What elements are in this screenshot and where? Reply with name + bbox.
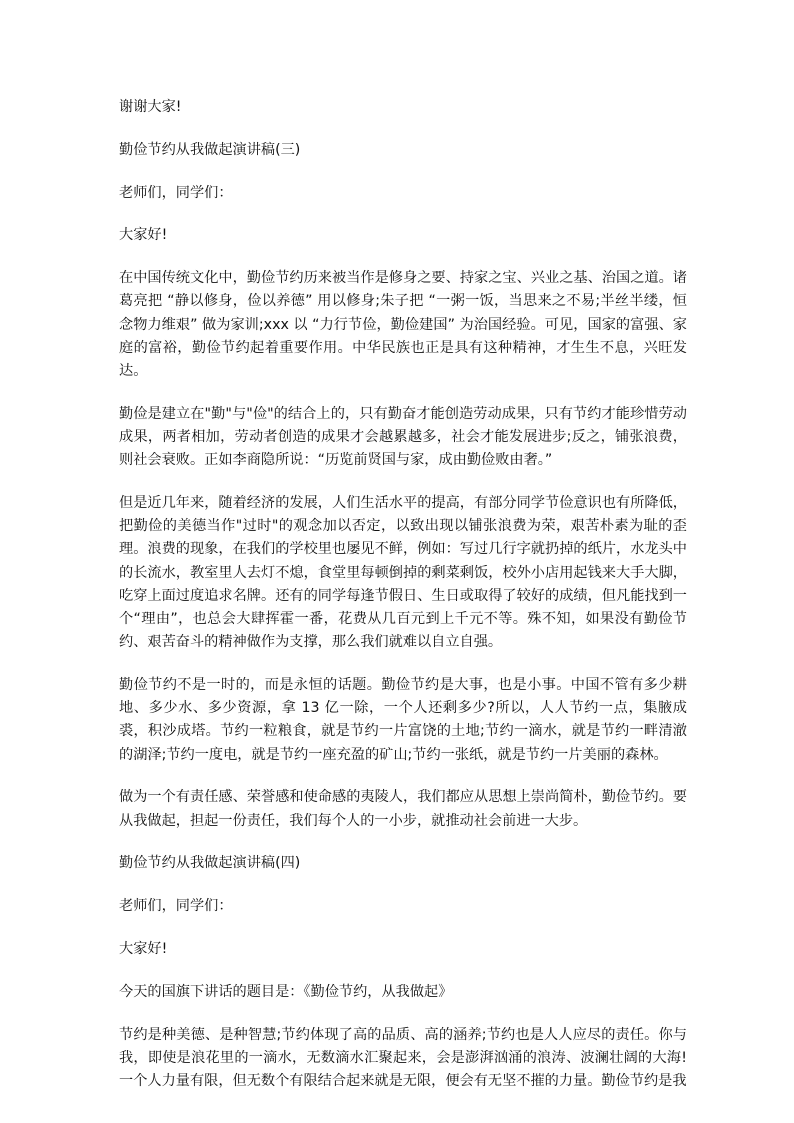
speech-topic-line: 今天的国旗下讲话的题目是：《勤俭节约，从我做起》	[119, 983, 453, 1000]
closing-thanks: 谢谢大家!	[119, 99, 182, 115]
speech-title-four: 勤俭节约从我做起演讲稿(四)	[119, 855, 301, 872]
body-paragraph-eternal-topic: 勤俭节约不是一时的，而是永恒的话题。勤俭节约是大事，也是小事。中国不管有多少耕地、多少水、多少资源，拿 13 亿一除，一个人还剩多少?所以，人人节约一点，集腋成裘，积沙成塔。节约一粒粮食，就是节约一片富饶的土地;节约一滴水，就是节约一畔清澈的湖泽;节约一度电，就是节约一座充盈的矿山;节约一张纸，就是节约一片美丽的森林。	[119, 677, 687, 763]
speech-title-three: 勤俭节约从我做起演讲稿(三)	[119, 141, 301, 158]
greeting-everyone-2: 大家好!	[119, 941, 168, 958]
salutation-teachers-students-2: 老师们，同学们：	[119, 898, 233, 915]
greeting-everyone: 大家好!	[119, 227, 168, 244]
document-page	[119, 96, 687, 1113]
body-paragraph-waste: 但是近几年来，随着经济的发展，人们生活水平的提高，有部分同学节俭意识也有所降低，把勤俭的美德当作"过时"的观念加以否定，以致出现以铺张浪费为荣，艰苦朴素为耻的歪理。浪费的现象，在我们的学校里也屡见不鲜，例如：写过几行字就扔掉的纸片，水龙头中的长流水，教室里人去灯不熄，食堂里每顿倒掉的剩菜剩饭，校外小店用起钱来大手大脚，吃穿上面过度追求名牌。还有的同学每逢节假日、生日或取得了较好的成绩，但凡能找到一个“理由”，也总会大肆挥霍一番，花费从几百元到上千元不等。殊不知，如果没有勤俭节约、艰苦奋斗的精神做作为支撑，那么我们就难以自立自强。	[119, 495, 687, 651]
salutation-teachers-students: 老师们，同学们：	[119, 184, 233, 201]
body-paragraph-responsibility: 做为一个有责任感、荣誉感和使命感的夷陵人，我们都应从思想上崇尚简朴，勤俭节约。要从我做起，担起一份责任，我们每个人的一小步，就推动社会前进一大步。	[119, 789, 687, 829]
body-paragraph-tradition: 在中国传统文化中，勤俭节约历来被当作是修身之要、持家之宝、兴业之基、治国之道。诸葛亮把 “静以修身，俭以养德” 用以修身;朱子把 “一粥一饭，当思来之不易;半丝半缕，恒念物力维艰” 做为家训;xxx 以 “力行节俭，勤俭建国” 为治国经验。可见，国家的富强、家庭的富裕，勤俭节约起着重要作用。中华民族也正是具有这种精神，才生生不息，兴旺发达。	[119, 270, 687, 379]
body-paragraph-virtue: 节约是种美德、是种智慧;节约体现了高的品质、高的涵养;节约也是人人应尽的责任。你与我，即使是浪花里的一滴水，无数滴水汇聚起来，会是澎湃汹涌的浪涛、波澜壮阔的大海!一个人力量有限，但无数个有限结合起来就是无限，便会有无坚不摧的力量。勤俭节约是我	[119, 1026, 687, 1090]
body-paragraph-diligence: 勤俭是建立在"勤"与"俭"的结合上的，只有勤奋才能创造劳动成果，只有节约才能珍惜劳动成果，两者相加，劳动者创造的成果才会越累越多，社会才能发展进步;反之，铺张浪费，则社会衰败。正如李商隐所说：“历览前贤国与家，成由勤俭败由奢。”	[119, 405, 687, 469]
